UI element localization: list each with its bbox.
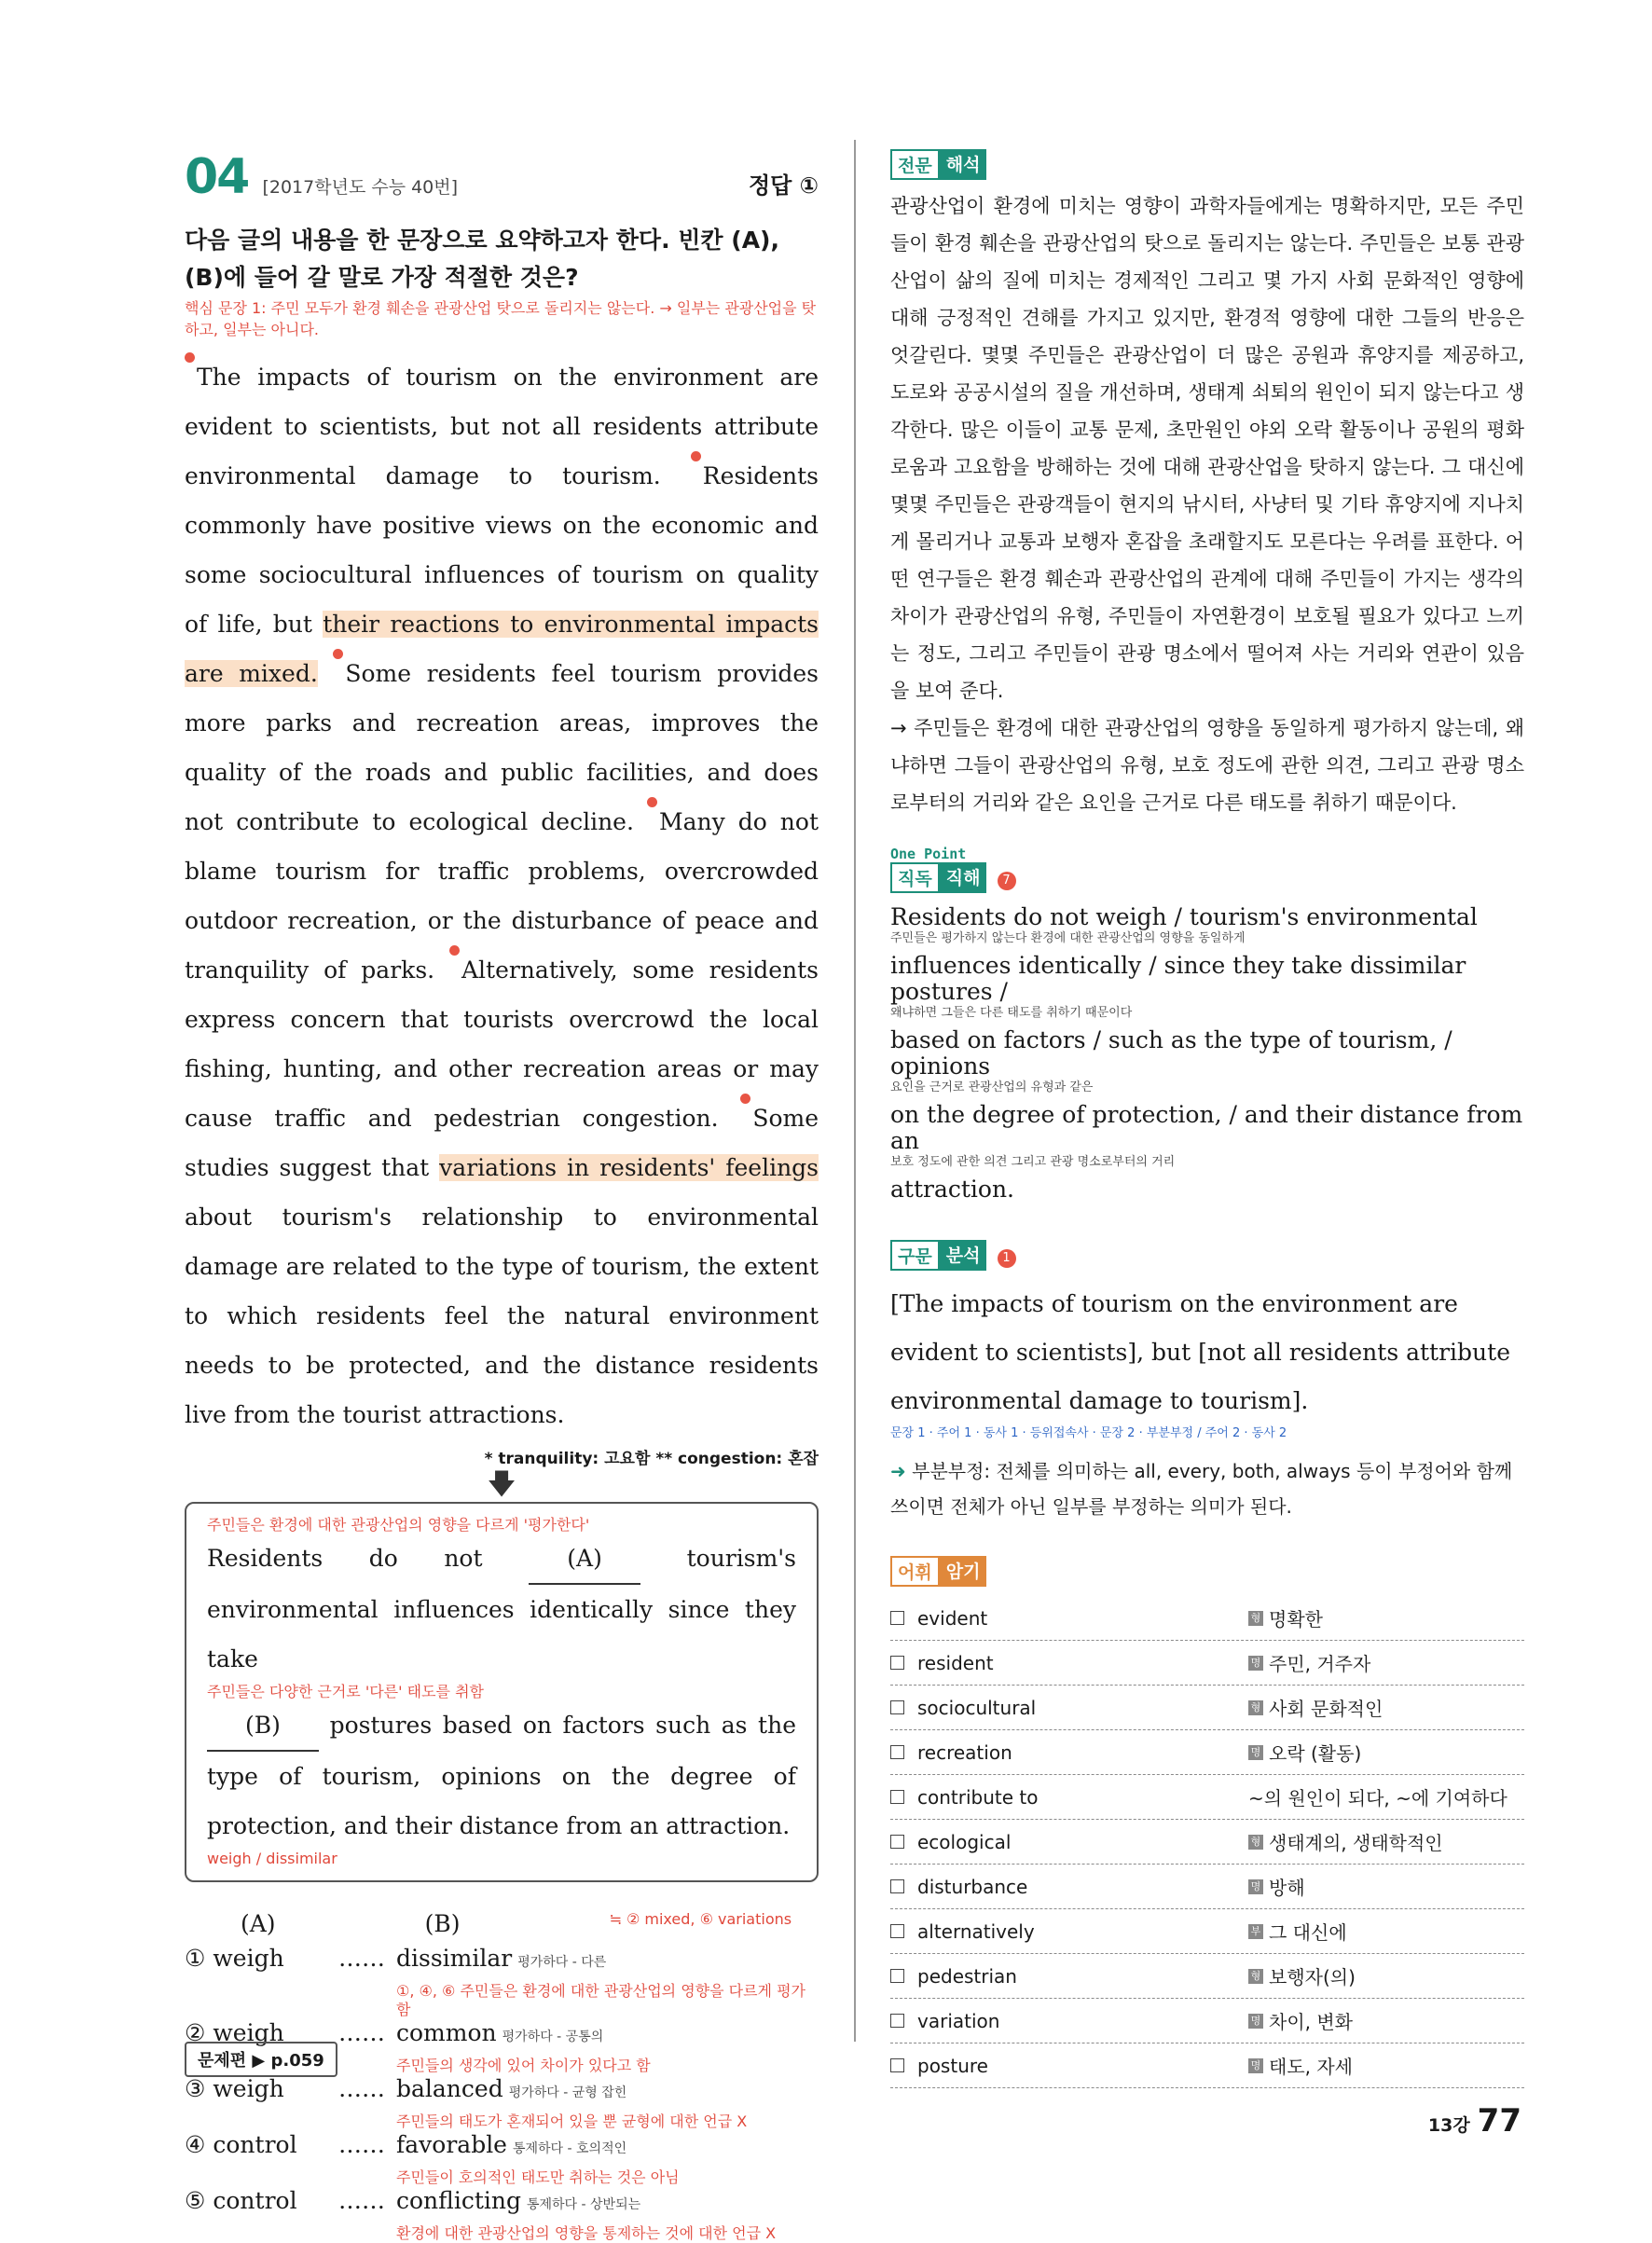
sentence-marker-icon	[449, 945, 460, 956]
checkbox-icon[interactable]	[890, 1611, 904, 1625]
pos-icon: 명	[1248, 2014, 1263, 2029]
summary-box	[185, 1502, 819, 1882]
pos-icon: 형 명	[1248, 1969, 1263, 1984]
choice-annotation: 주민들의 태도가 혼재되어 있을 뿐 균형에 대한 언급 X	[396, 2112, 748, 2130]
checkbox-icon[interactable]	[890, 1656, 904, 1670]
checkbox-icon[interactable]	[890, 1790, 904, 1804]
choice-row[interactable]: ④ control …… favorable 통제하다 - 호의적인	[185, 2131, 627, 2158]
passage-sentence: Many do not blame tourism for traffic problems, overcrowded outdoor recreation, or the disturbance of peace and tranquility of parks.	[185, 808, 819, 984]
syntax-tag: 구문 분석	[890, 1240, 986, 1271]
key-phrase-highlight: variations in residents' feelings	[439, 1154, 819, 1181]
blank-b: (B)	[207, 1700, 319, 1752]
checkbox-icon[interactable]	[890, 2014, 904, 2028]
vocab-word: resident	[917, 1651, 994, 1674]
vocab-meaning: 보행자(의)	[1269, 1966, 1356, 1988]
translation-text: 관광산업이 환경에 미치는 영향이 과학자들에게는 명확하지만, 모든 주민들이 환경 훼손을 관광산업의 탓으로 돌리지는 않는다. 주민들은 보통 관광산업이 삶의 질에 미치는 경제적인 그리고 몇 가지 사회 문화적인 영향에 대해 긍정적인 견해를 가지고 있지만, 환경적 영향에 대한 그들의 반응은 엇갈린다. 몇몇 주민들은 관광산업이 더 많은 공원과 휴양지를 제공하고, 도로와 공공시설의 질을 개선하며, 생태계 쇠퇴의 원인이 되지 않는다고 생각한다. 많은 이들이 교통 문제, 초만원인 야외 오락 활동이나 공원의 평화로움과 고요함을 방해하는 것에 대해 관광산업을 탓하지 않는다. 그 대신에 몇몇 주민들은 관광객들이 현지의 낚시터, 사냥터 및 기타 휴양지에 지나치게 몰리거나 교통과 보행자 혼잡을 초래할지도 모른다는 우려를 표한다. 어떤 연구들은 환경 훼손과 관광산업의 관계에 대해 주민들이 가지는 생각의 차이가 관광산업의 유형, 주민들이 자연환경이 보호될 필요가 있다고 느끼는 정도, 그리고 주민들이 관광 명소에서 떨어져 사는 거리와 연관이 있음을 보여 준다.	[890, 195, 1524, 702]
vocab-word: posture	[917, 2054, 988, 2077]
key-sentence-highlight: their reactions to environmental impacts are mixed.	[185, 611, 819, 687]
checkbox-icon[interactable]	[890, 1745, 904, 1759]
vocab-row	[890, 1641, 1524, 1686]
sentence-marker-icon	[333, 649, 343, 659]
badge-icon: 1	[998, 1249, 1016, 1268]
blank-a: (A)	[529, 1534, 640, 1585]
vocab-row	[890, 1954, 1524, 1999]
syntax-labels: 문장 1 · 주어 1 · 동사 1 · 등위접속사 · 문장 2 · 부분부정 / 주어 2 · 동사 2	[890, 1426, 1287, 1440]
vocab-row	[890, 1686, 1524, 1730]
summary-text: postures based on factors such as the type of tourism, opinions on the degree of protection, and their distance from an attraction.	[207, 1712, 796, 1839]
vocab-row	[890, 1730, 1524, 1775]
arrow-right-icon: ➜	[890, 1460, 906, 1482]
pos-icon: 명	[1248, 1745, 1263, 1760]
vocab-meaning: 명확한	[1269, 1608, 1323, 1631]
vocab-row	[890, 1865, 1524, 1909]
one-point-label: One Point	[890, 846, 967, 862]
vocab-tag: 어휘 암기	[890, 1556, 986, 1587]
passage-sentence: The impacts of tourism on the environment are evident to scientists, but not all residents attribute environmental damage to tourism.	[185, 364, 819, 489]
translation-tag: 전문 해석	[890, 149, 986, 180]
checkbox-icon[interactable]	[890, 1969, 904, 1983]
direct-reading-line: influences identically / since they take dissimilar postures /	[890, 952, 1466, 1005]
explanation-column	[890, 149, 1524, 2088]
vocab-word: alternatively	[917, 1920, 1035, 1943]
vocab-meaning: 주민, 거주자	[1269, 1653, 1371, 1675]
page-reference: 문제편 ▶ p.059	[185, 2042, 337, 2077]
summary-annotation: 주민들은 다양한 근거로 '다른' 태도를 취함	[207, 1683, 484, 1700]
passage-sentence: Alternatively, some residents express concern that tourists overcrowd the local fishing, hunting, and other recreation areas or may cause traffic and pedestrian congestion.	[185, 956, 819, 1132]
direct-reading-gloss: 보호 정도에 관한 의견 그리고 관광 명소로부터의 거리	[890, 1155, 1176, 1169]
question-column	[185, 149, 819, 2243]
vocab-word: ecological	[917, 1830, 1012, 1853]
question-number: 04	[185, 149, 249, 205]
sentence-marker-icon	[647, 797, 657, 807]
pos-icon: 명	[1248, 1879, 1263, 1894]
vocab-row	[890, 1596, 1524, 1641]
pos-icon: 형	[1248, 1700, 1263, 1715]
arrow-down-icon: 🡇	[487, 1468, 516, 1501]
pos-icon: 형	[1248, 1835, 1263, 1850]
passage	[185, 352, 819, 1439]
passage-sentence: Some studies suggest that	[185, 1105, 819, 1181]
passage-sentence: Some residents feel tourism provides more parks and recreation areas, improves the quality of the roads and public facilities, and does not contribute to ecological decline.	[185, 660, 819, 835]
checkbox-icon[interactable]	[890, 1700, 904, 1714]
vocab-meaning: 방해	[1269, 1877, 1305, 1899]
vocab-row	[890, 1820, 1524, 1865]
sentence-marker-icon	[691, 451, 701, 461]
direct-reading	[890, 904, 1524, 1203]
checkbox-icon[interactable]	[890, 1879, 904, 1893]
vocab-meaning: 차이, 변화	[1269, 2011, 1353, 2033]
vocab-word: recreation	[917, 1741, 1012, 1764]
vocab-meaning: 태도, 자세	[1269, 2056, 1353, 2078]
passage-sentence: about tourism's relationship to environmental damage are related to the type of tourism, the extent to which residents feel the natural environment needs to be protected, and the distance residents live from the tourist attractions.	[185, 1204, 819, 1428]
pos-icon: 명	[1248, 1656, 1263, 1671]
sentence-marker-icon	[740, 1094, 750, 1104]
column-divider	[854, 140, 856, 2042]
vocab-list	[890, 1596, 1524, 2088]
blank-answers: weigh / dissimilar	[207, 1850, 337, 1867]
summary-text: tourism's environmental influences identically since they take	[207, 1545, 796, 1672]
vocab-word: sociocultural	[917, 1696, 1037, 1719]
choice-annotation: 주민들이 호의적인 태도만 취하는 것은 아님	[396, 2168, 680, 2186]
syntax-sentence: [The impacts of tourism on the environment are evident to scientists], but [not all residents attribute environmental damage to tourism].	[890, 1290, 1510, 1414]
question-prompt: 다음 글의 내용을 한 문장으로 요약하고자 한다. 빈칸 (A), (B)에 들어 갈 말로 가장 적절한 것은?	[185, 227, 779, 291]
choice-annotation: 환경에 대한 관광산업의 영향을 통제하는 것에 대한 언급 X	[396, 2224, 777, 2242]
prompt-annotation: 핵심 문장 1: 주민 모두가 환경 훼손을 관광산업 탓으로 돌리지는 않는다. → 일부는 관광산업을 탓하고, 일부는 아니다.	[185, 299, 817, 338]
pos-icon: 형	[1248, 1611, 1263, 1626]
vocab-row	[890, 1775, 1524, 1820]
pos-icon: 부	[1248, 1924, 1263, 1939]
question-source: [2017학년도 수능 40번]	[262, 177, 459, 198]
vocab-row	[890, 1999, 1524, 2043]
sentence-marker-icon	[185, 352, 195, 363]
direct-reading-line: on the degree of protection, / and their distance from an	[890, 1101, 1523, 1154]
summary-annotation: 주민들은 환경에 대한 관광산업의 영향을 다르게 '평가한다'	[207, 1516, 590, 1534]
answer-label: 정답 ①	[748, 172, 819, 199]
direct-reading-gloss: 요인을 근거로 관광산업의 유형과 같은	[890, 1080, 1094, 1094]
direct-reading-line: attraction.	[890, 1176, 1014, 1203]
vocab-meaning: 그 대신에	[1269, 1921, 1347, 1944]
question-header	[185, 149, 819, 205]
choice-row[interactable]: ② weigh …… common 평가하다 - 공통의	[185, 2019, 604, 2046]
checkbox-icon[interactable]	[890, 2058, 904, 2072]
choice-annotation: ①, ④, ⑥ 주민들은 환경에 대한 관광산업의 영향을 다르게 평가함	[396, 1982, 806, 2018]
direct-reading-line: Residents do not weigh / tourism's environmental	[890, 903, 1478, 930]
checkbox-icon[interactable]	[890, 1924, 904, 1938]
vocab-word: evident	[917, 1606, 988, 1630]
choice-header: (A) (B) ≒ ② mixed, ⑥ variations	[241, 1910, 792, 1937]
summary-text: Residents do not	[207, 1545, 483, 1572]
glossary: * tranquility: 고요함 ** congestion: 혼잡	[484, 1450, 819, 1468]
pos-icon: 명	[1248, 2058, 1263, 2073]
translation-summary: → 주민들은 환경에 대한 관광산업의 영향을 동일하게 평가하지 않는데, 왜냐하면 그들이 관광산업의 유형, 보호 정도에 관한 의견, 그리고 관광 명소로부터의 거리와 같은 요인을 근거로 다른 태도를 취하기 때문이다.	[890, 717, 1524, 814]
vocab-word: disturbance	[917, 1875, 1028, 1898]
vocab-meaning: 오락 (활동)	[1269, 1742, 1362, 1765]
vocab-word: variation	[917, 2009, 1000, 2032]
vocab-meaning: 생태계의, 생태학적인	[1269, 1832, 1443, 1854]
choice-row[interactable]: ⑤ control …… conflicting 통제하다 - 상반되는	[185, 2187, 641, 2214]
direct-reading-gloss: 주민들은 평가하지 않는다 환경에 대한 관광산업의 영향을 동일하게	[890, 931, 1246, 945]
choice-row[interactable]: ① weigh …… dissimilar 평가하다 - 다른	[185, 1945, 607, 1972]
direct-reading-line: based on factors / such as the type of tourism, / opinions	[890, 1026, 1452, 1080]
vocab-word: contribute to	[917, 1785, 1039, 1809]
vocab-meaning: 사회 문화적인	[1269, 1698, 1384, 1720]
page-number: 13강 77	[1427, 2102, 1521, 2140]
vocab-word: pedestrian	[917, 1964, 1017, 1988]
choice-annotation: 주민들의 생각에 있어 차이가 있다고 함	[396, 2057, 651, 2074]
vocab-row	[890, 1909, 1524, 1954]
partial-negation-note: ➜ 부분부정: 전체를 의미하는 all, every, both, always 등이 부정어와 함께 쓰이면 전체가 아닌 일부를 부정하는 의미가 된다.	[890, 1460, 1513, 1518]
badge-icon: 7	[998, 872, 1016, 890]
vocab-row	[890, 2043, 1524, 2088]
passage-sentence: Residents commonly have positive views on the economic and some sociocultural influences of tourism on quality of life, but	[185, 462, 819, 638]
direct-reading-gloss: 왜냐하면 그들은 다른 태도를 취하기 때문이다	[890, 1006, 1133, 1020]
direct-reading-tag: 직독 직해	[890, 862, 986, 893]
checkbox-icon[interactable]	[890, 1835, 904, 1849]
choice-row[interactable]: ③ weigh …… balanced 평가하다 - 균형 잡힌	[185, 2075, 627, 2102]
vocab-meaning: ~의 원인이 되다, ~에 기여하다	[1248, 1787, 1507, 1810]
